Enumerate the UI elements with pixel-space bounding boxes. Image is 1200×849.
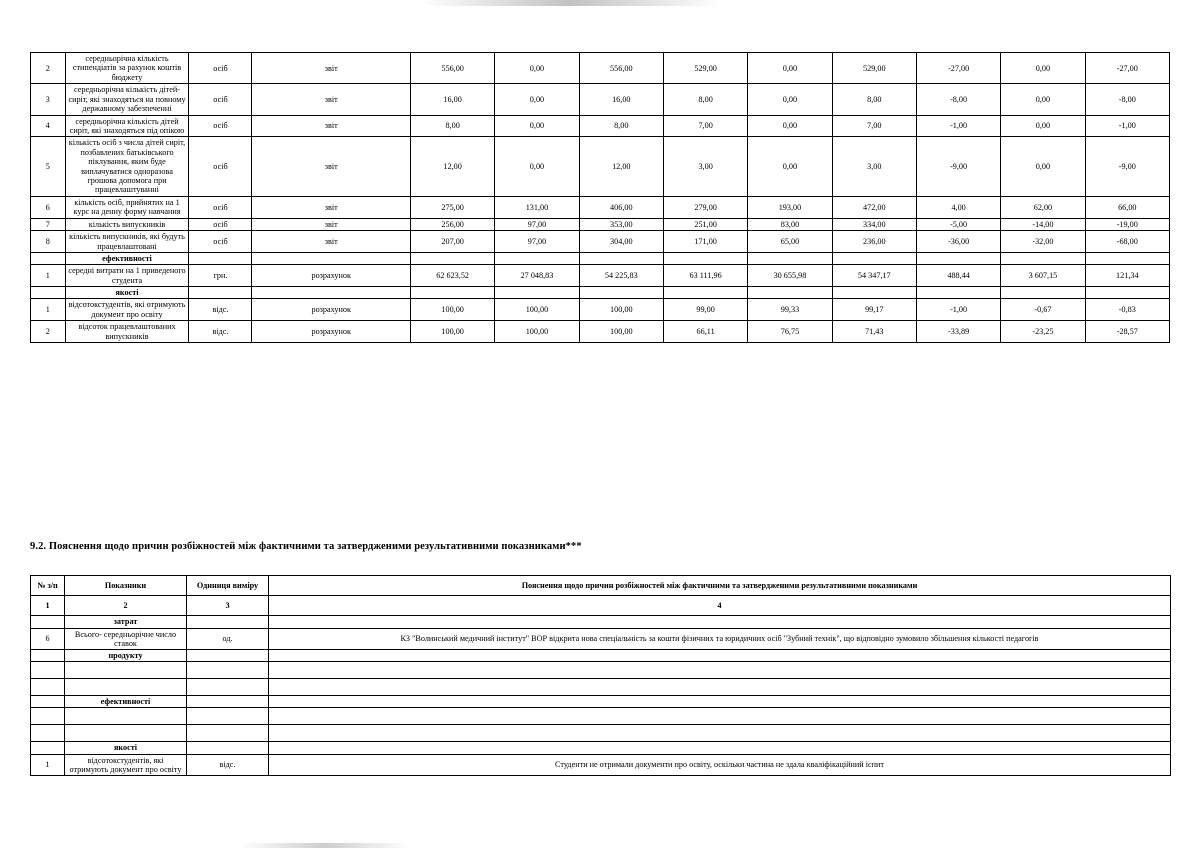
header-indicator: Показники [65,576,187,596]
empty-indicator [65,662,187,679]
cell-dev-special: -0,67 [1001,299,1085,321]
cell-done-total: 99,17 [832,299,916,321]
cell-approved-special: 0,00 [495,115,579,137]
section-label: продукту [65,649,187,661]
cell-dev-total: -27,00 [1085,53,1169,84]
table-row [31,196,1170,218]
cell-dev-general: -36,00 [916,231,1000,253]
cell-dev-general: -1,00 [916,115,1000,137]
empty-indicator [65,708,187,725]
section-spacer-c1 [410,253,494,265]
cell-done-general: 66,11 [663,321,747,343]
cell-done-special: 30 655,98 [748,265,832,287]
empty-explanation [269,679,1171,696]
row-source: звіт [252,84,411,115]
cell-done-special: 0,00 [748,53,832,84]
row-source: звіт [252,53,411,84]
cell-done-total: 3,00 [832,137,916,197]
section-spacer-c4 [663,287,747,299]
row-number: 8 [31,231,66,253]
table-row [31,53,1170,84]
section-spacer-c6 [832,253,916,265]
table-row [31,137,1170,197]
section-9-2-title: 9.2. Пояснення щодо причин розбіжностей між фактичними та затвердженими результативними показниками*** [30,541,582,552]
section-spacer-num [31,616,65,628]
section-row-costs [31,616,1171,628]
header-row [31,576,1171,596]
row-indicator: Всього- середньорічне число ставок [65,628,187,649]
section-spacer-c7 [916,287,1000,299]
cell-done-total: 236,00 [832,231,916,253]
section-spacer-unit [187,649,269,661]
section-spacer-c1 [410,287,494,299]
row-source: звіт [252,115,411,137]
cell-dev-general: 4,00 [916,196,1000,218]
cell-approved-total: 100,00 [579,321,663,343]
section-row-efficiency [31,696,1171,708]
cell-approved-general: 62 623,52 [410,265,494,287]
section-spacer-source [252,253,411,265]
row-number: 2 [31,321,66,343]
table-row-empty [31,708,1171,725]
section-row-product [31,649,1171,661]
table-row [31,299,1170,321]
row-indicator: кількість випускників [65,218,189,230]
section-label: якості [65,742,187,754]
cell-done-special: 193,00 [748,196,832,218]
cell-dev-general: 488,44 [916,265,1000,287]
explanation-table-head [31,576,1171,616]
cell-dev-total: -68,00 [1085,231,1169,253]
empty-number [31,679,65,696]
colnum-2: 2 [65,596,187,616]
cell-done-general: 8,00 [663,84,747,115]
row-number: 4 [31,115,66,137]
cell-approved-total: 16,00 [579,84,663,115]
row-number: 2 [31,53,66,84]
row-indicator: середньорічна кількість стипендіатів за рахунок коштів бюджету [65,53,189,84]
section-spacer-num [31,649,65,661]
row-unit: од. [187,628,269,649]
cell-dev-general: -33,89 [916,321,1000,343]
cell-approved-special: 0,00 [495,137,579,197]
table-row [31,628,1171,649]
cell-done-total: 334,00 [832,218,916,230]
cell-dev-total: -19,00 [1085,218,1169,230]
table-row [31,321,1170,343]
empty-number [31,725,65,742]
cell-dev-total: 121,34 [1085,265,1169,287]
cell-dev-special: -14,00 [1001,218,1085,230]
section-spacer-num [31,253,66,265]
empty-indicator [65,679,187,696]
cell-done-total: 71,43 [832,321,916,343]
cell-done-general: 99,00 [663,299,747,321]
cell-approved-general: 12,00 [410,137,494,197]
table-row [31,84,1170,115]
cell-done-special: 83,00 [748,218,832,230]
cell-done-general: 171,00 [663,231,747,253]
row-unit: осіб [189,196,252,218]
cell-dev-special: 62,00 [1001,196,1085,218]
row-indicator: середні витрати на 1 приведеного студента [65,265,189,287]
section-spacer-exp [269,649,1171,661]
cell-approved-general: 8,00 [410,115,494,137]
row-source: звіт [252,231,411,253]
section-spacer-unit [189,287,252,299]
section-spacer-c6 [832,287,916,299]
cell-dev-total: 66,00 [1085,196,1169,218]
section-spacer-c2 [495,253,579,265]
cell-done-special: 0,00 [748,137,832,197]
scan-artifact-top [420,0,720,6]
cell-dev-special: 0,00 [1001,115,1085,137]
section-spacer-c4 [663,253,747,265]
cell-approved-total: 406,00 [579,196,663,218]
cell-approved-general: 275,00 [410,196,494,218]
section-row-quality [31,742,1171,754]
results-table [30,52,1170,343]
section-spacer-c3 [579,253,663,265]
table-row [31,754,1171,775]
empty-unit [187,725,269,742]
row-number: 5 [31,137,66,197]
cell-approved-general: 16,00 [410,84,494,115]
cell-approved-total: 556,00 [579,53,663,84]
cell-dev-special: -23,25 [1001,321,1085,343]
cell-dev-total: -1,00 [1085,115,1169,137]
cell-approved-general: 100,00 [410,321,494,343]
cell-done-special: 99,33 [748,299,832,321]
row-source: звіт [252,137,411,197]
cell-approved-special: 97,00 [495,218,579,230]
cell-dev-general: -1,00 [916,299,1000,321]
cell-approved-total: 353,00 [579,218,663,230]
row-source: розрахунок [252,299,411,321]
row-number: 7 [31,218,66,230]
cell-approved-special: 131,00 [495,196,579,218]
cell-done-special: 0,00 [748,84,832,115]
empty-explanation [269,708,1171,725]
section-spacer-c8 [1001,253,1085,265]
section-spacer-exp [269,742,1171,754]
row-source: звіт [252,218,411,230]
section-spacer-exp [269,696,1171,708]
section-spacer-c7 [916,253,1000,265]
cell-done-total: 529,00 [832,53,916,84]
row-unit: відс. [187,754,269,775]
empty-explanation [269,725,1171,742]
cell-dev-total: -8,00 [1085,84,1169,115]
row-explanation: Студенти не отримали документи про освіту, оскільки частина не здала кваліфікаційний іспит [269,754,1171,775]
colnum-1: 1 [31,596,65,616]
row-unit: осіб [189,115,252,137]
row-unit: осіб [189,84,252,115]
header-unit: Одиниця виміру [187,576,269,596]
cell-approved-special: 0,00 [495,53,579,84]
cell-approved-special: 27 048,83 [495,265,579,287]
row-number: 1 [31,265,66,287]
cell-dev-general: -9,00 [916,137,1000,197]
section-spacer-unit [187,696,269,708]
section-spacer-c9 [1085,253,1169,265]
table-row [31,231,1170,253]
colnum-3: 3 [187,596,269,616]
row-number: 1 [31,754,65,775]
cell-done-special: 65,00 [748,231,832,253]
row-number: 6 [31,196,66,218]
cell-approved-total: 304,00 [579,231,663,253]
cell-dev-special: 0,00 [1001,137,1085,197]
row-source: розрахунок [252,265,411,287]
cell-done-general: 63 111,96 [663,265,747,287]
table-row-empty [31,679,1171,696]
section-spacer-c3 [579,287,663,299]
section-spacer-num [31,742,65,754]
table-row [31,218,1170,230]
scan-artifact-bottom [240,843,410,848]
cell-dev-total: -0,83 [1085,299,1169,321]
cell-approved-total: 12,00 [579,137,663,197]
section-row-efficiency [31,253,1170,265]
section-spacer-c5 [748,287,832,299]
empty-unit [187,708,269,725]
cell-done-general: 251,00 [663,218,747,230]
cell-done-general: 279,00 [663,196,747,218]
cell-approved-special: 100,00 [495,299,579,321]
cell-dev-special: 0,00 [1001,53,1085,84]
table-row [31,265,1170,287]
cell-done-total: 7,00 [832,115,916,137]
cell-dev-special: 0,00 [1001,84,1085,115]
row-source: звіт [252,196,411,218]
cell-approved-general: 100,00 [410,299,494,321]
cell-dev-general: -8,00 [916,84,1000,115]
cell-approved-special: 0,00 [495,84,579,115]
cell-approved-general: 207,00 [410,231,494,253]
row-indicator: відсотокстудентів, які отримують документ про освіту [65,299,189,321]
cell-done-total: 54 347,17 [832,265,916,287]
section-label: ефективності [65,696,187,708]
row-unit: відс. [189,321,252,343]
row-indicator: середньорічна кількість дітей сиріт, які знаходяться під опікою [65,115,189,137]
cell-done-special: 76,75 [748,321,832,343]
results-table-body [31,53,1170,343]
header-number: № з/п [31,576,65,596]
row-number: 1 [31,299,66,321]
section-spacer-c5 [748,253,832,265]
colnum-4: 4 [269,596,1171,616]
empty-unit [187,679,269,696]
section-spacer-num [31,696,65,708]
table-row [31,115,1170,137]
cell-dev-general: -27,00 [916,53,1000,84]
empty-number [31,662,65,679]
section-spacer-exp [269,616,1171,628]
row-source: розрахунок [252,321,411,343]
empty-explanation [269,662,1171,679]
row-unit: осіб [189,53,252,84]
empty-number [31,708,65,725]
table-row-empty [31,662,1171,679]
cell-approved-special: 100,00 [495,321,579,343]
results-table-container [30,52,1170,343]
row-unit: осіб [189,231,252,253]
section-spacer-source [252,287,411,299]
cell-approved-general: 256,00 [410,218,494,230]
cell-approved-total: 100,00 [579,299,663,321]
row-indicator: кількість осіб з числа дітей сиріт, позбавлених батьківського піклування, яким буде виплачуватися одноразова грошова допомога при працевлаштуванні [65,137,189,197]
section-label: затрат [65,616,187,628]
row-number: 3 [31,84,66,115]
cell-dev-total: -28,57 [1085,321,1169,343]
empty-indicator [65,725,187,742]
cell-dev-general: -5,00 [916,218,1000,230]
row-number: 6 [31,628,65,649]
row-indicator: кількість випускників, які будуть працевлаштовані [65,231,189,253]
cell-dev-special: 3 607,15 [1001,265,1085,287]
row-indicator: відсотокстудентів, які отримують документ про освіту [65,754,187,775]
cell-done-general: 7,00 [663,115,747,137]
column-number-row [31,596,1171,616]
explanation-table-container [30,575,1170,776]
cell-done-total: 8,00 [832,84,916,115]
section-spacer-unit [187,742,269,754]
explanation-table [30,575,1171,776]
row-unit: відс. [189,299,252,321]
cell-dev-total: -9,00 [1085,137,1169,197]
cell-done-special: 0,00 [748,115,832,137]
section-spacer-unit [189,253,252,265]
explanation-table-body [31,616,1171,776]
cell-done-general: 3,00 [663,137,747,197]
section-spacer-c2 [495,287,579,299]
section-spacer-c9 [1085,287,1169,299]
cell-done-total: 472,00 [832,196,916,218]
row-unit: осіб [189,137,252,197]
cell-done-general: 529,00 [663,53,747,84]
section-spacer-unit [187,616,269,628]
row-indicator: відсоток працевлаштованих випускників [65,321,189,343]
cell-approved-special: 97,00 [495,231,579,253]
table-row-empty [31,725,1171,742]
section-spacer-num [31,287,66,299]
row-unit: грн. [189,265,252,287]
section-label: ефективності [65,253,189,265]
row-indicator: кількість осіб, прийнятих на 1 курс на денну форму навчання [65,196,189,218]
cell-dev-special: -32,00 [1001,231,1085,253]
cell-approved-total: 8,00 [579,115,663,137]
row-indicator: середньорічна кількість дітей-сиріт, які знаходяться на повному державному забезпеченні [65,84,189,115]
row-explanation: КЗ "Волинський медичний інститут" ВОР відкрита нова спеціальність за кошти фізичних та юридичних осіб "Зубний технік", що відповідно зумовило збільшення кількості педагогів [269,628,1171,649]
cell-approved-total: 54 225,83 [579,265,663,287]
row-unit: осіб [189,218,252,230]
section-row-quality [31,287,1170,299]
empty-unit [187,662,269,679]
cell-approved-general: 556,00 [410,53,494,84]
section-spacer-c8 [1001,287,1085,299]
section-label: якості [65,287,189,299]
header-explanation: Пояснення щодо причин розбіжностей між фактичними та затвердженими результативними показниками [269,576,1171,596]
